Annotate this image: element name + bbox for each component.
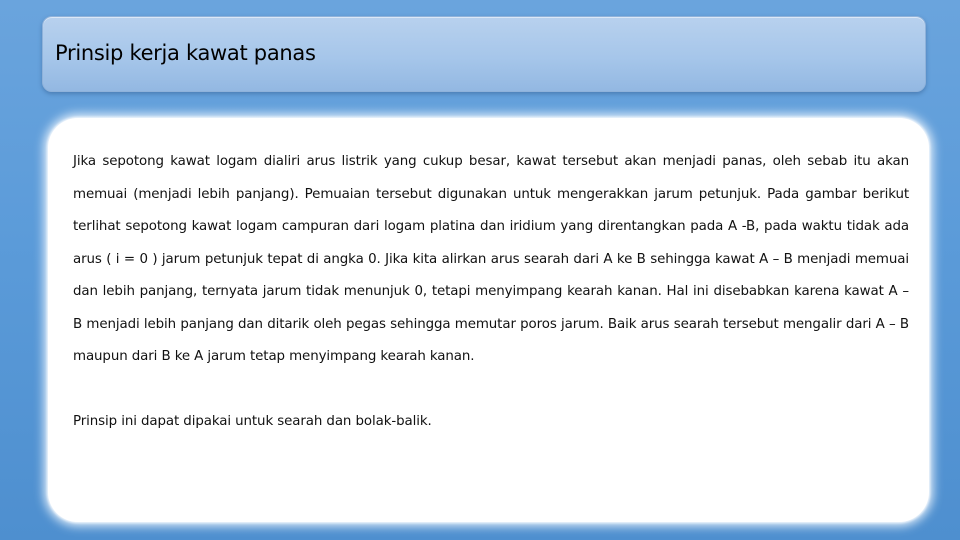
content-box	[48, 118, 929, 522]
body-paragraph-2: Prinsip ini dapat dipakai untuk searah dan bolak-balik.	[73, 414, 432, 429]
title-bar	[42, 16, 926, 92]
body-paragraph-1: Jika sepotong kawat logam dialiri arus listrik yang cukup besar, kawat tersebut akan menjadi panas, oleh sebab itu akan memuai (menjadi lebih panjang). Pemuaian tersebut digunakan untuk mengerakkan jarum petunjuk. Pada gambar berikut terlihat sepotong kawat logam campuran dari logam platina dan iridium yang direntangkan pada A -B, pada waktu tidak ada arus ( i = 0 ) jarum petunjuk tepat di angka 0. Jika kita alirkan arus searah dari A ke B sehingga kawat A – B menjadi memuai dan lebih panjang, ternyata jarum tidak menunjuk 0, tetapi menyimpang kearah kanan. Hal ini disebabkan karena kawat A – B menjadi lebih panjang dan ditarik oleh pegas sehingga memutar poros jarum. Baik arus searah tersebut mengalir dari A – B maupun dari B ke A jarum tetap menyimpang kearah kanan.	[73, 154, 909, 364]
slide-title: Prinsip kerja kawat panas	[55, 41, 316, 65]
